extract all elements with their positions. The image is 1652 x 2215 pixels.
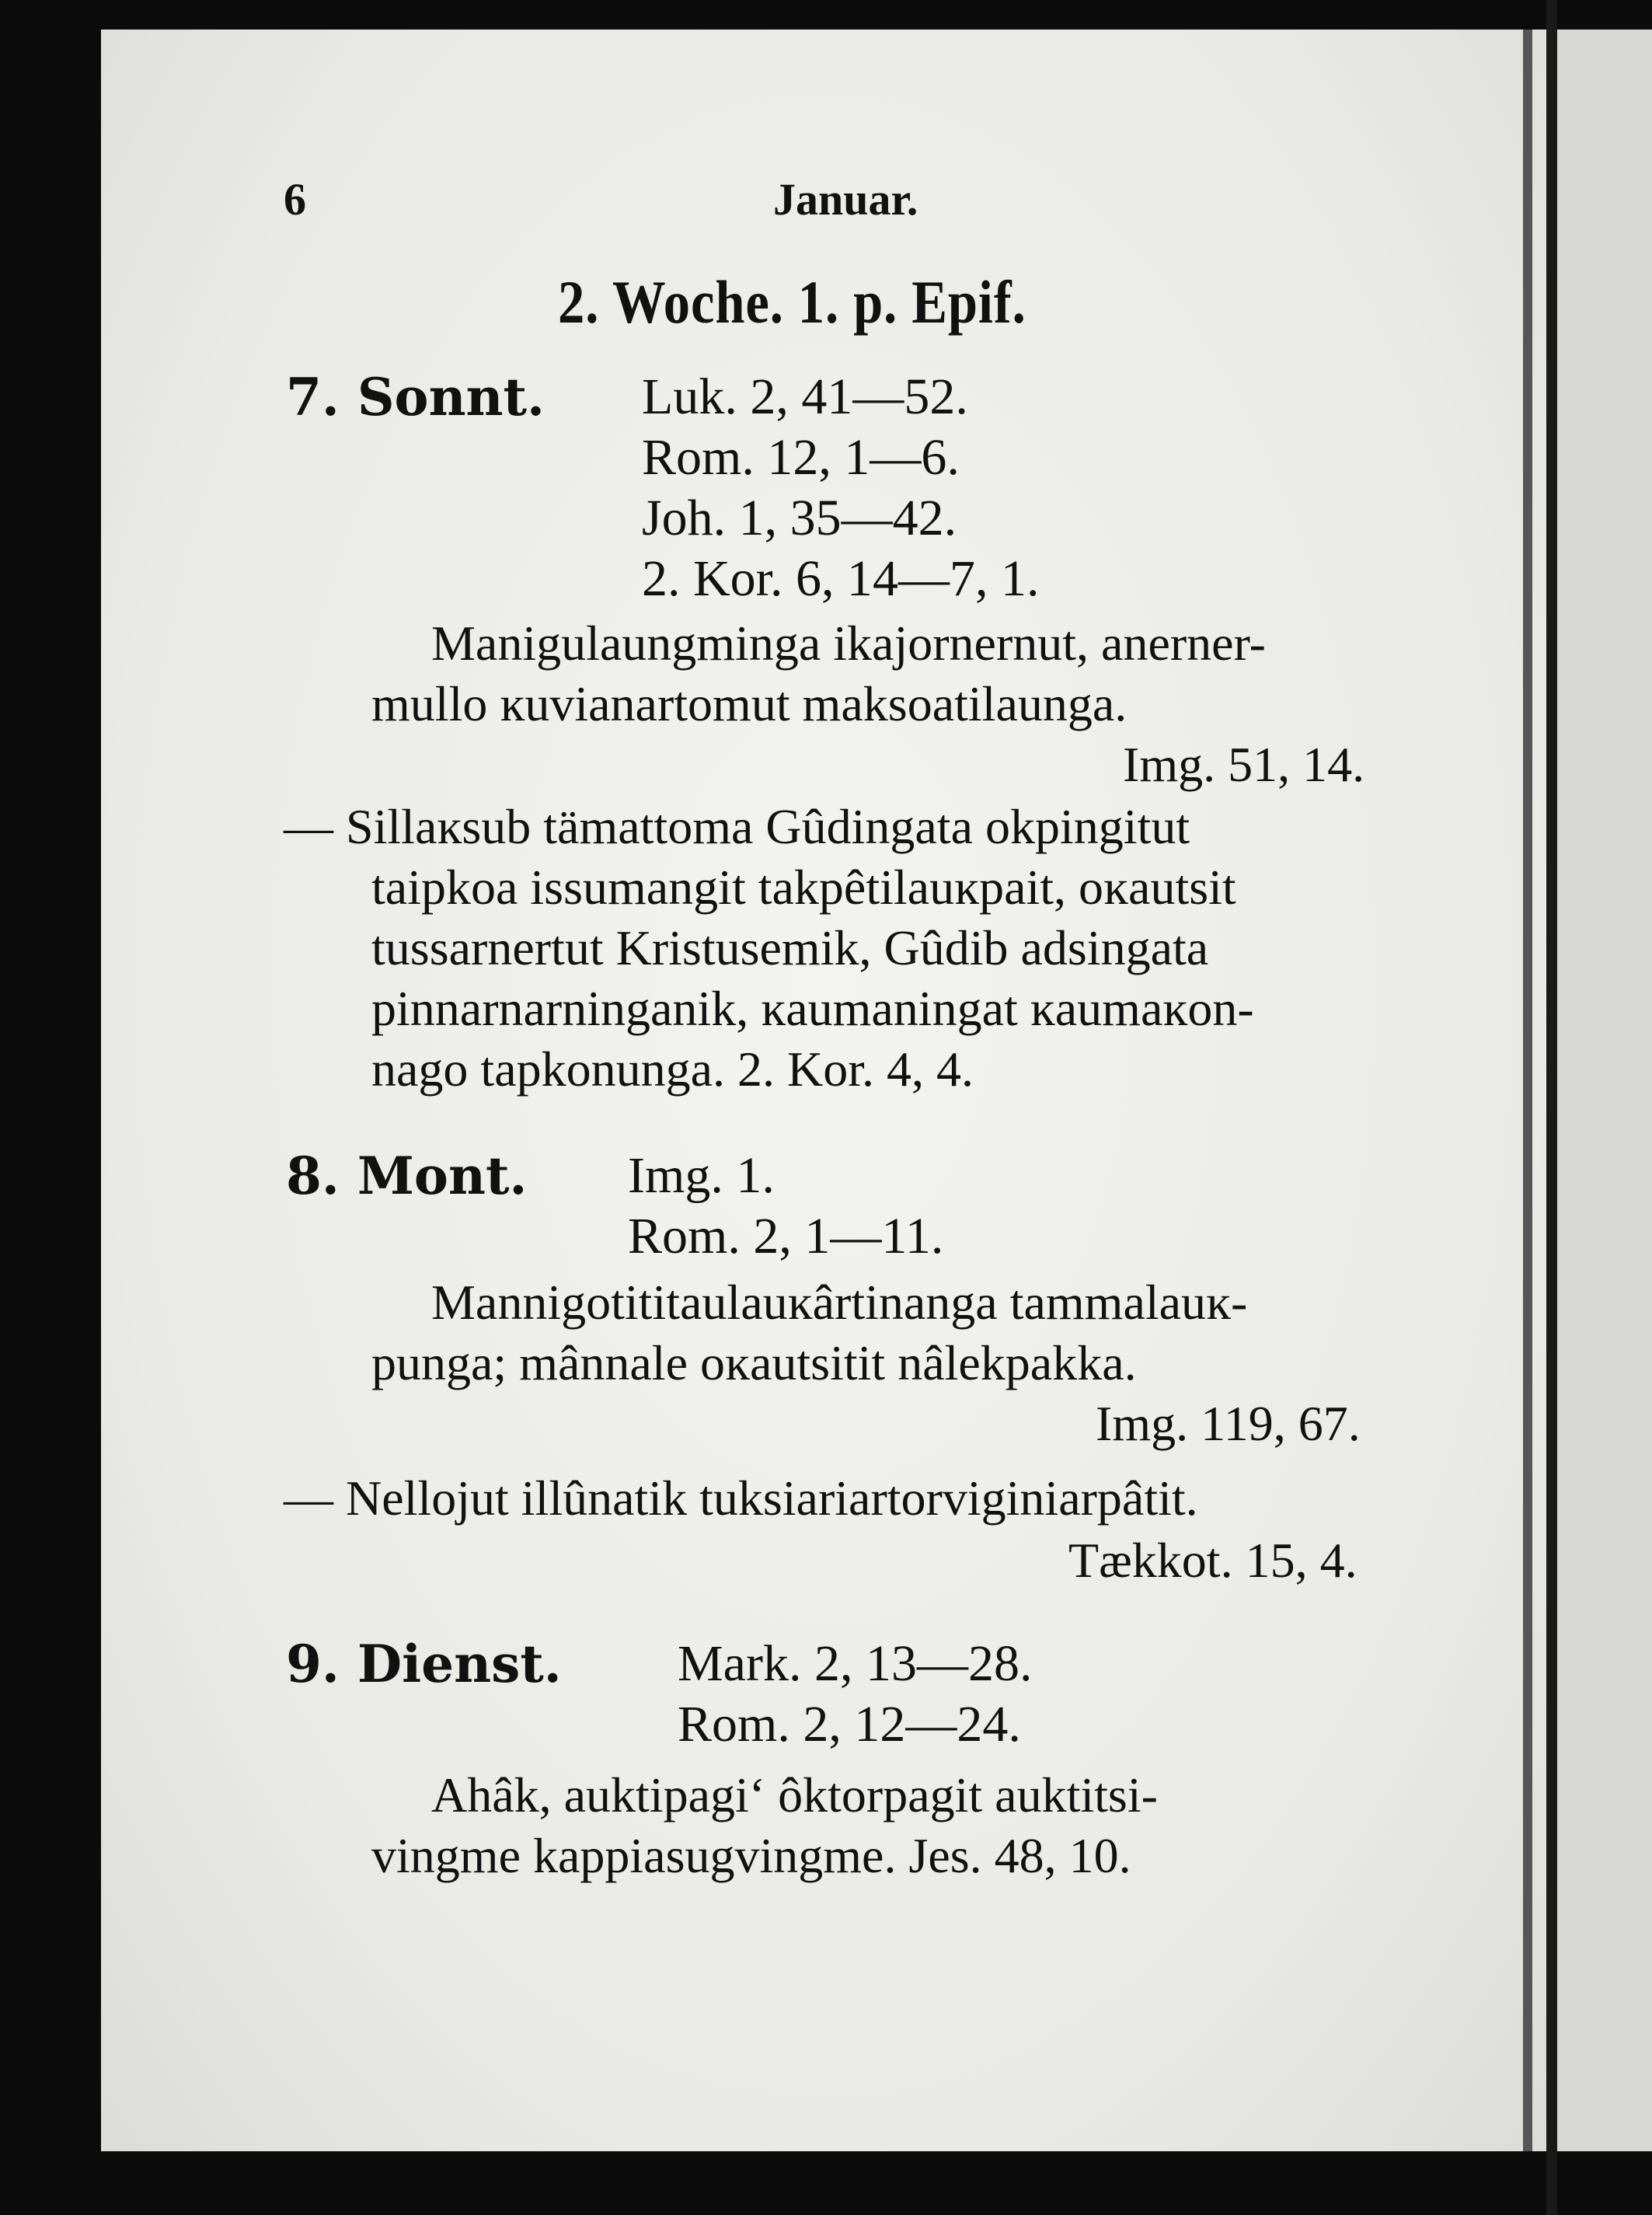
devotional-text-line: — Sillaĸsub tämattoma Gûdingata okpingitut	[284, 799, 1190, 854]
devotional-text-line: Mannigotititaulauĸârtinanga tammalauĸ-	[431, 1275, 1248, 1330]
running-head-month: Januar.	[773, 174, 918, 225]
citation: Tækkot. 15, 4.	[1068, 1533, 1357, 1588]
devotional-text-line: Ahâk, auktipagi‘ ôktorpagit auktitsi-	[431, 1767, 1158, 1823]
citation: Img. 119, 67.	[1096, 1396, 1361, 1451]
scripture-ref: Rom. 12, 1—6.	[642, 429, 960, 486]
devotional-text-line: tussarnertut Kristusemik, Gûdib adsingata	[371, 920, 1209, 975]
devotional-text-line: vingme kappiasugvingme. Jes. 48, 10.	[371, 1828, 1131, 1883]
devotional-text-line: nago tapkonunga. 2. Kor. 4, 4.	[371, 1041, 974, 1097]
devotional-text-line: taipkoa issumangit takpêtilauĸpait, oĸautsit	[371, 860, 1236, 915]
scripture-ref: Luk. 2, 41—52.	[642, 368, 968, 425]
page-gutter-shadow	[1523, 30, 1532, 2151]
devotional-text-line: punga; mânnale oĸautsitit nâlekpakka.	[371, 1335, 1137, 1390]
scripture-ref: Img. 1.	[628, 1147, 775, 1204]
scripture-ref: 2. Kor. 6, 14—7, 1.	[642, 550, 1040, 607]
devotional-text-line: mullo ĸuvianartomut maksoatilaunga.	[371, 676, 1127, 731]
book-spine	[1546, 0, 1557, 2215]
devotional-text-line: — Nellojut illûnatik tuksiariartorviginiarpâtit.	[284, 1470, 1198, 1526]
devotional-text-line: Manigulaungminga ikajornernut, anerner-	[431, 616, 1266, 671]
day-heading-monday: 8. Mont.	[286, 1146, 528, 1206]
citation: Img. 51, 14.	[1123, 737, 1365, 792]
scripture-ref: Rom. 2, 1—11.	[628, 1208, 944, 1264]
scripture-ref: Rom. 2, 12—24.	[678, 1696, 1021, 1753]
week-title: 2. Woche. 1. p. Epif.	[558, 268, 1026, 336]
page-number: 6	[284, 174, 306, 225]
day-heading-sunday: 7. Sonnt.	[286, 367, 545, 427]
scripture-ref: Mark. 2, 13—28.	[678, 1635, 1033, 1692]
facing-page-edge	[1557, 30, 1652, 2151]
day-heading-tuesday: 9. Dienst.	[286, 1634, 562, 1694]
devotional-text-line: pinnarnarninganik, ĸaumaningat ĸaumaĸon-	[371, 981, 1254, 1036]
scripture-ref: Joh. 1, 35—42.	[642, 490, 957, 546]
